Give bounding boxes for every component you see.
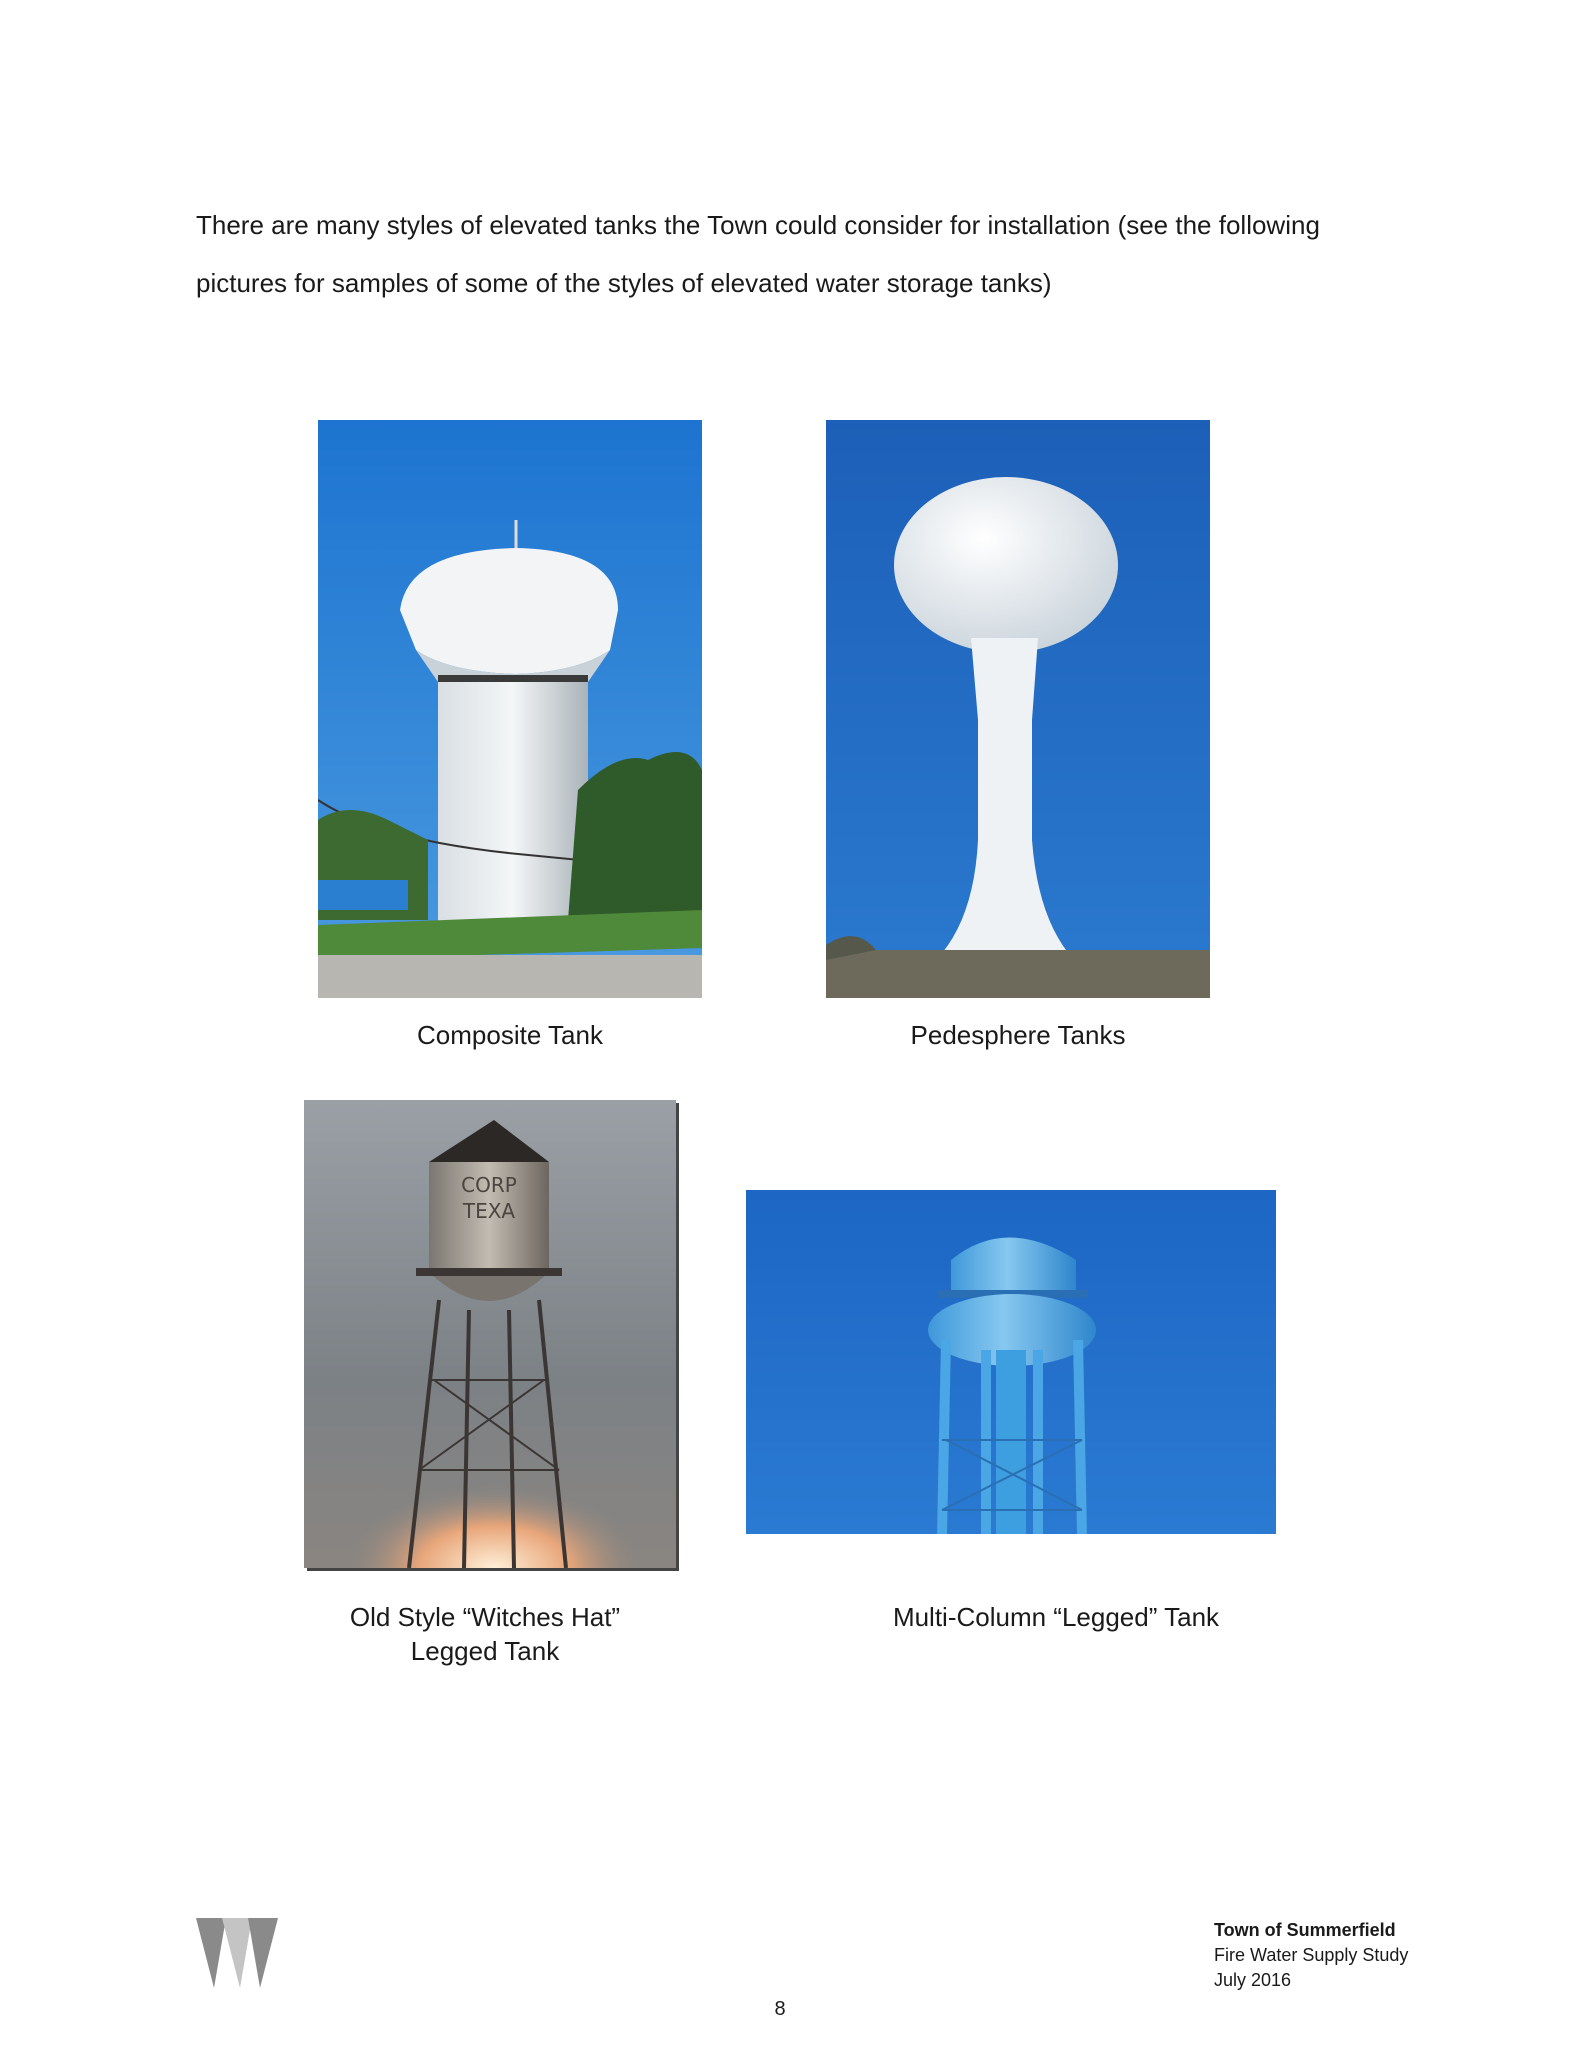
- footer-date: July 2016: [1214, 1970, 1292, 1990]
- composite-tank-caption: Composite Tank: [417, 1020, 603, 1050]
- multi-column-tank-photo: [746, 1190, 1276, 1534]
- composite-tank-photo: [318, 420, 702, 998]
- witches-hat-tank-photo: [304, 1100, 676, 1568]
- witches-hat-caption-line-2: Legged Tank: [410, 1636, 560, 1666]
- company-logo: [196, 1918, 278, 1988]
- pedesphere-tank-caption: Pedesphere Tanks: [910, 1020, 1126, 1050]
- footer-block: [1214, 1918, 1408, 1993]
- footer-title: Fire Water Supply Study: [1214, 1945, 1409, 1965]
- tank-lettering: CORP: [461, 1173, 517, 1197]
- page-number: 8: [774, 1998, 786, 2020]
- pedesphere-tank-photo: [826, 420, 1210, 998]
- svg-text:TEXA: TEXA: [462, 1199, 516, 1223]
- witches-hat-caption-line-1: Old Style “Witches Hat”: [349, 1602, 621, 1632]
- witches-hat-tank-caption: [300, 1600, 670, 1668]
- intro-paragraph: There are many styles of elevated tanks the Town could consider for installation (see the following pictures for samples of some of the styles of elevated water storage tanks): [196, 210, 1320, 298]
- multi-column-tank-caption: Multi-Column “Legged” Tank: [892, 1602, 1220, 1632]
- footer-org: Town of Summerfield: [1214, 1920, 1396, 1940]
